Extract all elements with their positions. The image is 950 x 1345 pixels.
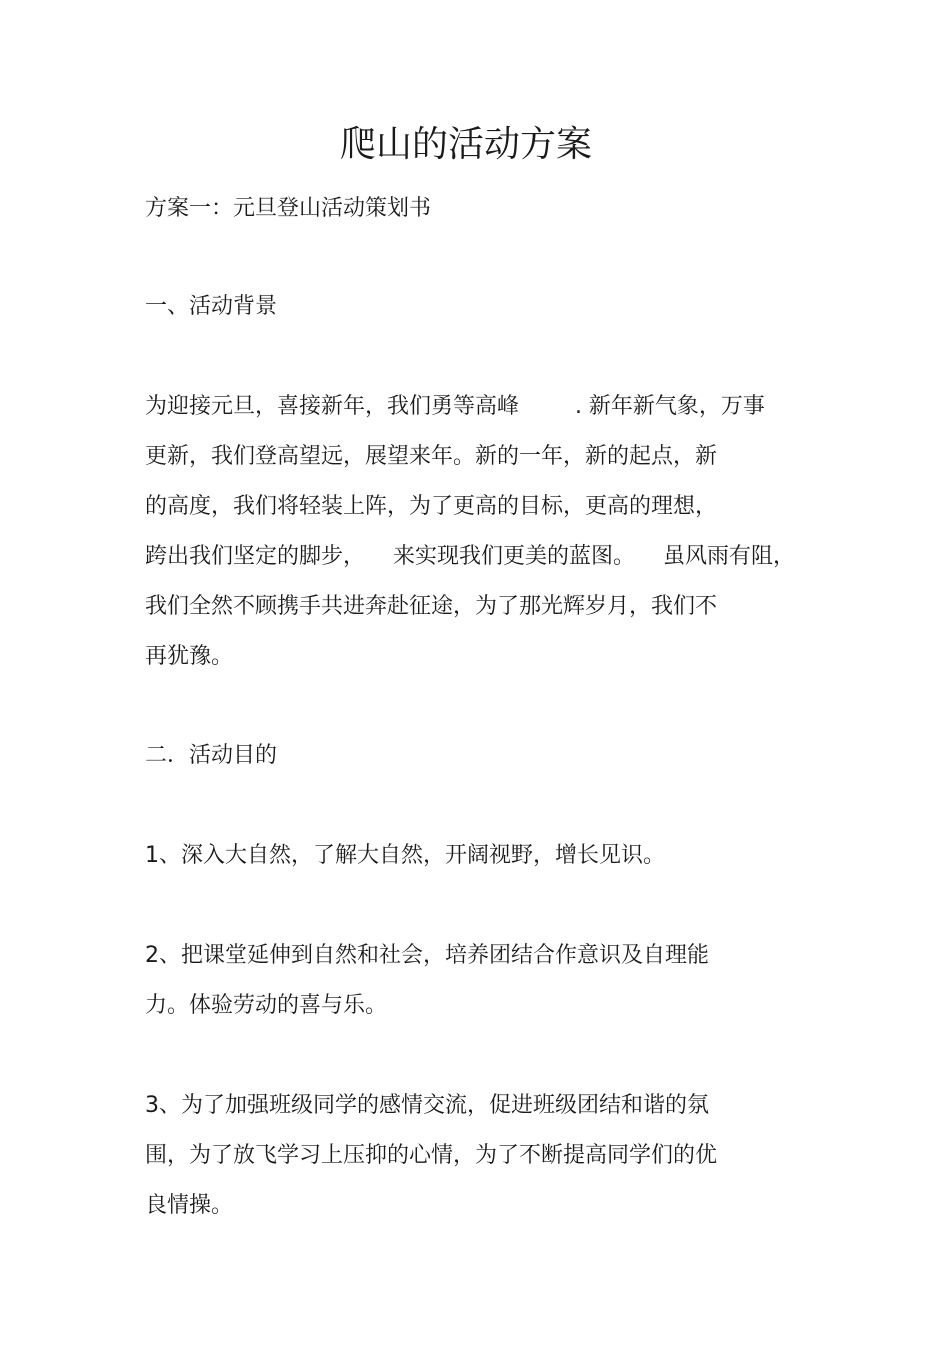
goal-item-2-line: 力。体验劳动的喜与乐。: [145, 993, 388, 1018]
goal-item-1: 1、深入大自然，了解大自然，开阔视野，增长见识。: [145, 843, 665, 868]
section-heading-background: 一、活动背景: [145, 294, 278, 319]
paragraph-line: 的高度，我们将轻装上阵，为了更高的目标，更高的理想，: [145, 494, 718, 519]
paragraph-line: 再犹豫。: [145, 644, 234, 669]
goal-item-3-line: 3、为了加强班级同学的感情交流，促进班级团结和谐的氛: [145, 1093, 709, 1118]
plan-subtitle: 方案一：元旦登山活动策划书: [145, 196, 432, 221]
paragraph-line: 跨出我们坚定的脚步， 来实现我们更美的蓝图。 虽风雨有阻，: [145, 544, 795, 569]
goal-item-3-line: 良情操。: [145, 1193, 234, 1218]
paragraph-line: 为迎接元旦，喜接新年，我们勇等高峰 . 新年新气象，万事: [145, 394, 765, 419]
paragraph-line: 我们全然不顾携手共进奔赴征途，为了那光辉岁月，我们不: [145, 594, 718, 619]
goal-item-3-line: 围，为了放飞学习上压抑的心情，为了不断提高同学们的优: [145, 1143, 718, 1168]
paragraph-line: 更新，我们登高望远，展望来年。新的一年，新的起点，新: [145, 444, 718, 469]
document-title: 爬山的活动方案: [339, 124, 592, 165]
section-heading-goals: 二．活动目的: [145, 743, 278, 768]
goal-item-2-line: 2、把课堂延伸到自然和社会，培养团结合作意识及自理能: [145, 943, 709, 968]
